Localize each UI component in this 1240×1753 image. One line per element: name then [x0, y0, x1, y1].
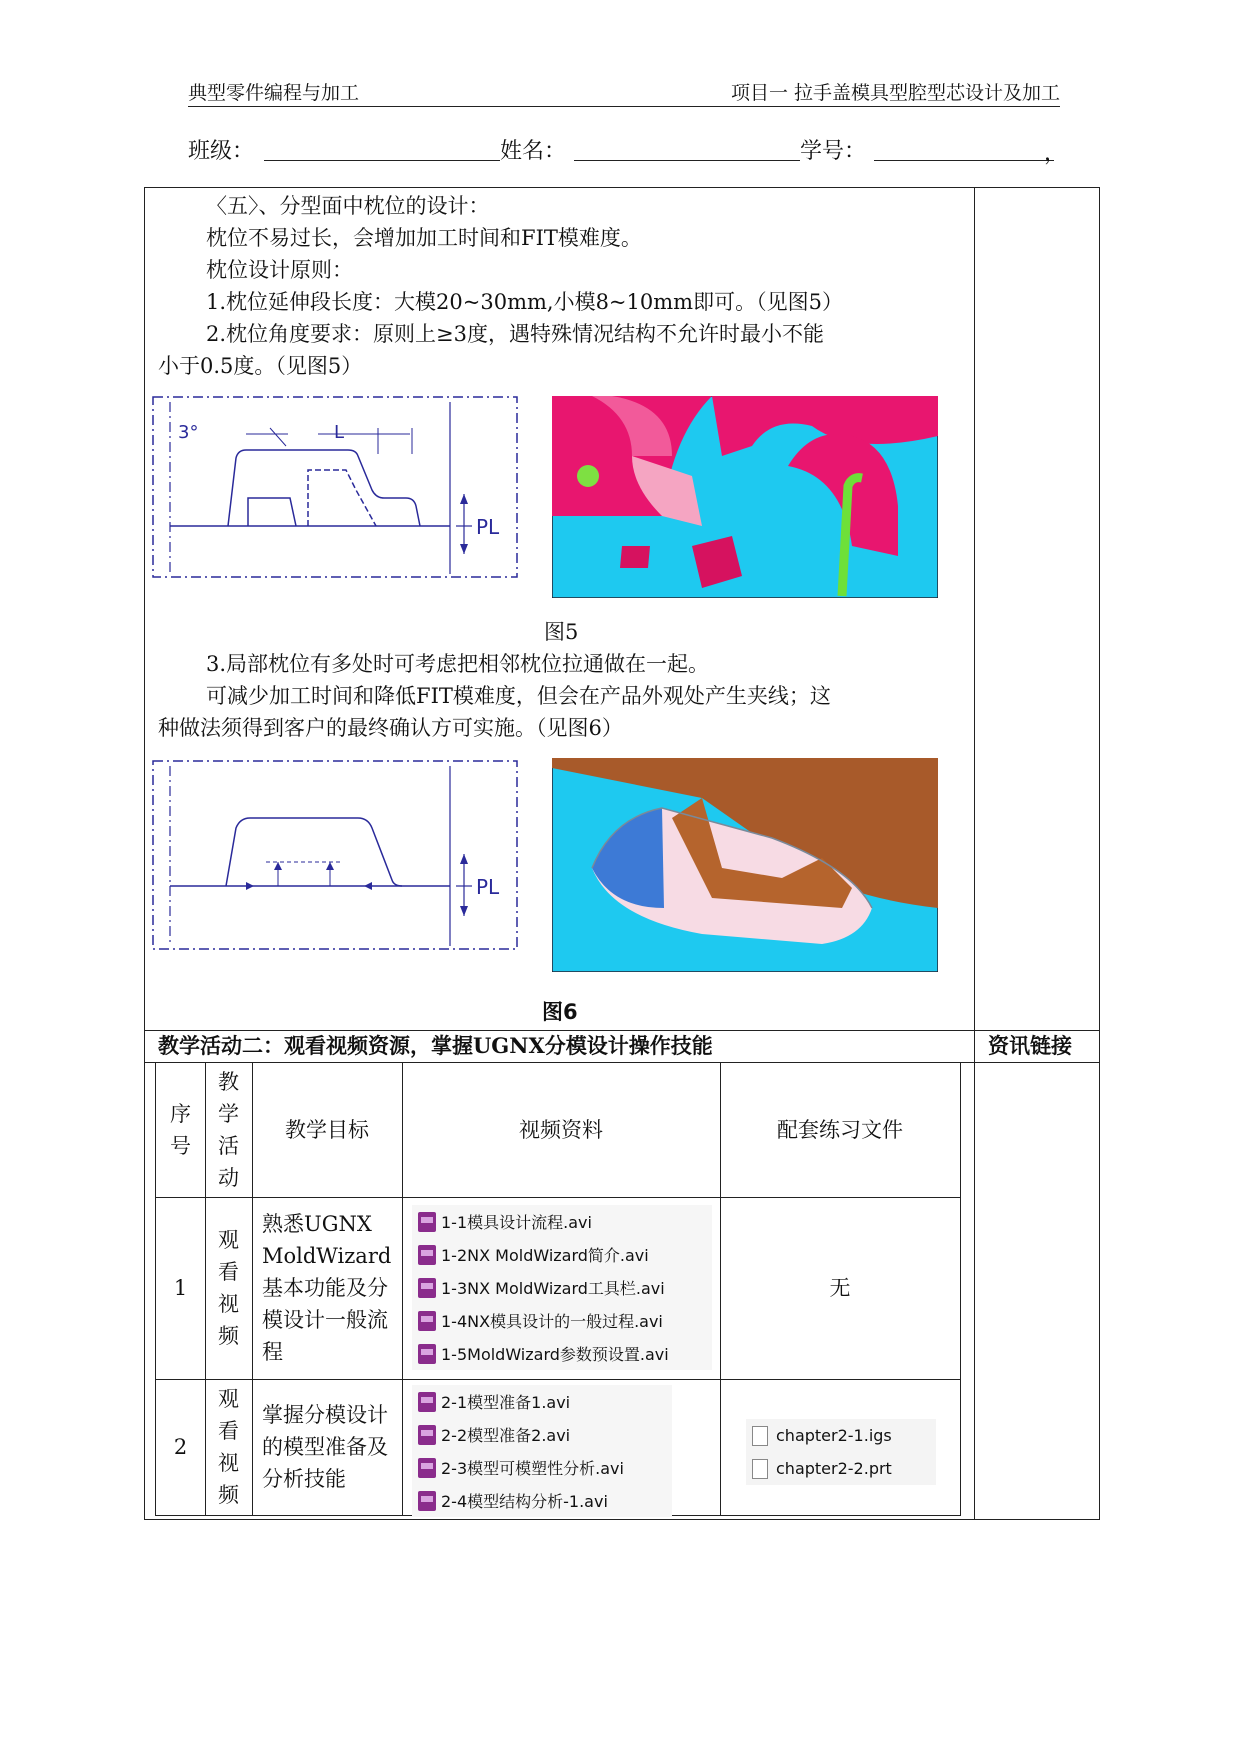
- row2-activity: 观看视频: [218, 1387, 239, 1507]
- section-title: 〈五〉、分型面中枕位的设计：: [206, 194, 490, 218]
- paragraph-4a: 2.枕位角度要求：原则上≥3度，遇特殊情况结构不允许时最小不能: [206, 322, 824, 346]
- class-label: 班级：: [188, 139, 255, 164]
- row1-no: 1: [173, 1276, 188, 1300]
- video-file[interactable]: 1-4NX模具设计的一般过程.avi: [412, 1304, 712, 1337]
- header-right: 项目一 拉手盖模具型腔型芯设计及加工: [730, 82, 1060, 104]
- avi-file-icon: [418, 1311, 436, 1331]
- video-table: [155, 1062, 961, 1516]
- video-file[interactable]: 1-1模具设计流程.avi: [412, 1205, 712, 1238]
- paragraph-6a: 可减少加工时间和降低FIT模难度，但会在产品外观处产生夹线；这: [206, 684, 831, 708]
- avi-file-icon: [418, 1344, 436, 1364]
- row1-goal: 熟悉UGNX MoldWizard基本功能及分模设计一般流程: [262, 1212, 392, 1364]
- end-mark: ，: [1044, 141, 1067, 166]
- identity-line: [188, 134, 1068, 166]
- avi-file-icon: [418, 1212, 436, 1232]
- avi-file-icon: [418, 1491, 436, 1511]
- avi-file-icon: [418, 1278, 436, 1298]
- figure5-sketch: [150, 394, 520, 580]
- header-videos: 视频资料: [519, 1118, 603, 1142]
- figure5-caption: 图5: [544, 620, 579, 644]
- header-goal: 教学目标: [285, 1118, 369, 1142]
- page-header: [188, 76, 1060, 107]
- header-activity: 教学活动: [218, 1070, 239, 1190]
- paragraph-6b: 种做法须得到客户的最终确认方可实施。（见图6）: [158, 716, 623, 740]
- video-file[interactable]: 1-2NX MoldWizard简介.avi: [412, 1238, 712, 1271]
- avi-file-icon: [418, 1458, 436, 1478]
- name-label: 姓名：: [500, 139, 567, 164]
- row1-activity: 观看视频: [218, 1228, 239, 1348]
- row1-video-list: [412, 1205, 712, 1370]
- length-label: L: [334, 422, 345, 443]
- document-icon: [752, 1459, 768, 1479]
- video-file[interactable]: 2-2模型准备2.avi: [412, 1418, 672, 1451]
- avi-file-icon: [418, 1392, 436, 1412]
- practice-file[interactable]: chapter2-1.igs: [746, 1419, 936, 1452]
- video-file[interactable]: 1-3NX MoldWizard工具栏.avi: [412, 1271, 712, 1304]
- paragraph-4b: 小于0.5度。（见图5）: [158, 354, 363, 378]
- practice-file[interactable]: chapter2-2.prt: [746, 1452, 936, 1485]
- header-left: 典型零件编程与加工: [188, 82, 360, 104]
- pl-label: PL: [476, 515, 500, 539]
- row2-video-list: [412, 1385, 672, 1517]
- figure6-sketch: [150, 758, 520, 952]
- row2-no: 2: [173, 1435, 188, 1459]
- class-blank[interactable]: [264, 160, 500, 161]
- paragraph-1: 枕位不易过长，会增加加工时间和FIT模难度。: [206, 226, 642, 250]
- name-blank[interactable]: [574, 160, 800, 161]
- video-file[interactable]: 1-5MoldWizard参数预设置.avi: [412, 1337, 712, 1370]
- video-file[interactable]: 2-3模型可模塑性分析.avi: [412, 1451, 672, 1484]
- row2-goal: 掌握分模设计的模型准备及分析技能: [262, 1403, 388, 1491]
- figure6-caption: 图6: [542, 1000, 578, 1024]
- avi-file-icon: [418, 1245, 436, 1265]
- paragraph-5: 3.局部枕位有多处时可考虑把相邻枕位拉通做在一起。: [206, 652, 710, 676]
- id-label: 学号：: [800, 139, 867, 164]
- activity-side: 资讯链接: [988, 1033, 1072, 1058]
- pl-label-2: PL: [476, 875, 500, 899]
- paragraph-2: 枕位设计原则：: [206, 258, 353, 282]
- row2-file-list: [746, 1419, 936, 1485]
- figure5-render: [552, 396, 938, 598]
- id-blank[interactable]: [874, 160, 1054, 161]
- video-file[interactable]: 2-4模型结构分析-1.avi: [412, 1484, 672, 1517]
- angle-label: 3°: [178, 422, 199, 443]
- document-icon: [752, 1426, 768, 1446]
- header-files: 配套练习文件: [777, 1118, 903, 1142]
- side-column-divider: [974, 187, 975, 1520]
- avi-file-icon: [418, 1425, 436, 1445]
- figure6-render: [552, 758, 938, 972]
- header-no: 序号: [170, 1102, 191, 1158]
- paragraph-3: 1.枕位延伸段长度：大模20~30mm,小模8~10mm即可。（见图5）: [206, 290, 843, 314]
- activity-title: 教学活动二：观看视频资源，掌握UGNX分模设计操作技能: [158, 1033, 713, 1058]
- row1-files: 无: [829, 1276, 851, 1300]
- video-file[interactable]: 2-1模型准备1.avi: [412, 1385, 672, 1418]
